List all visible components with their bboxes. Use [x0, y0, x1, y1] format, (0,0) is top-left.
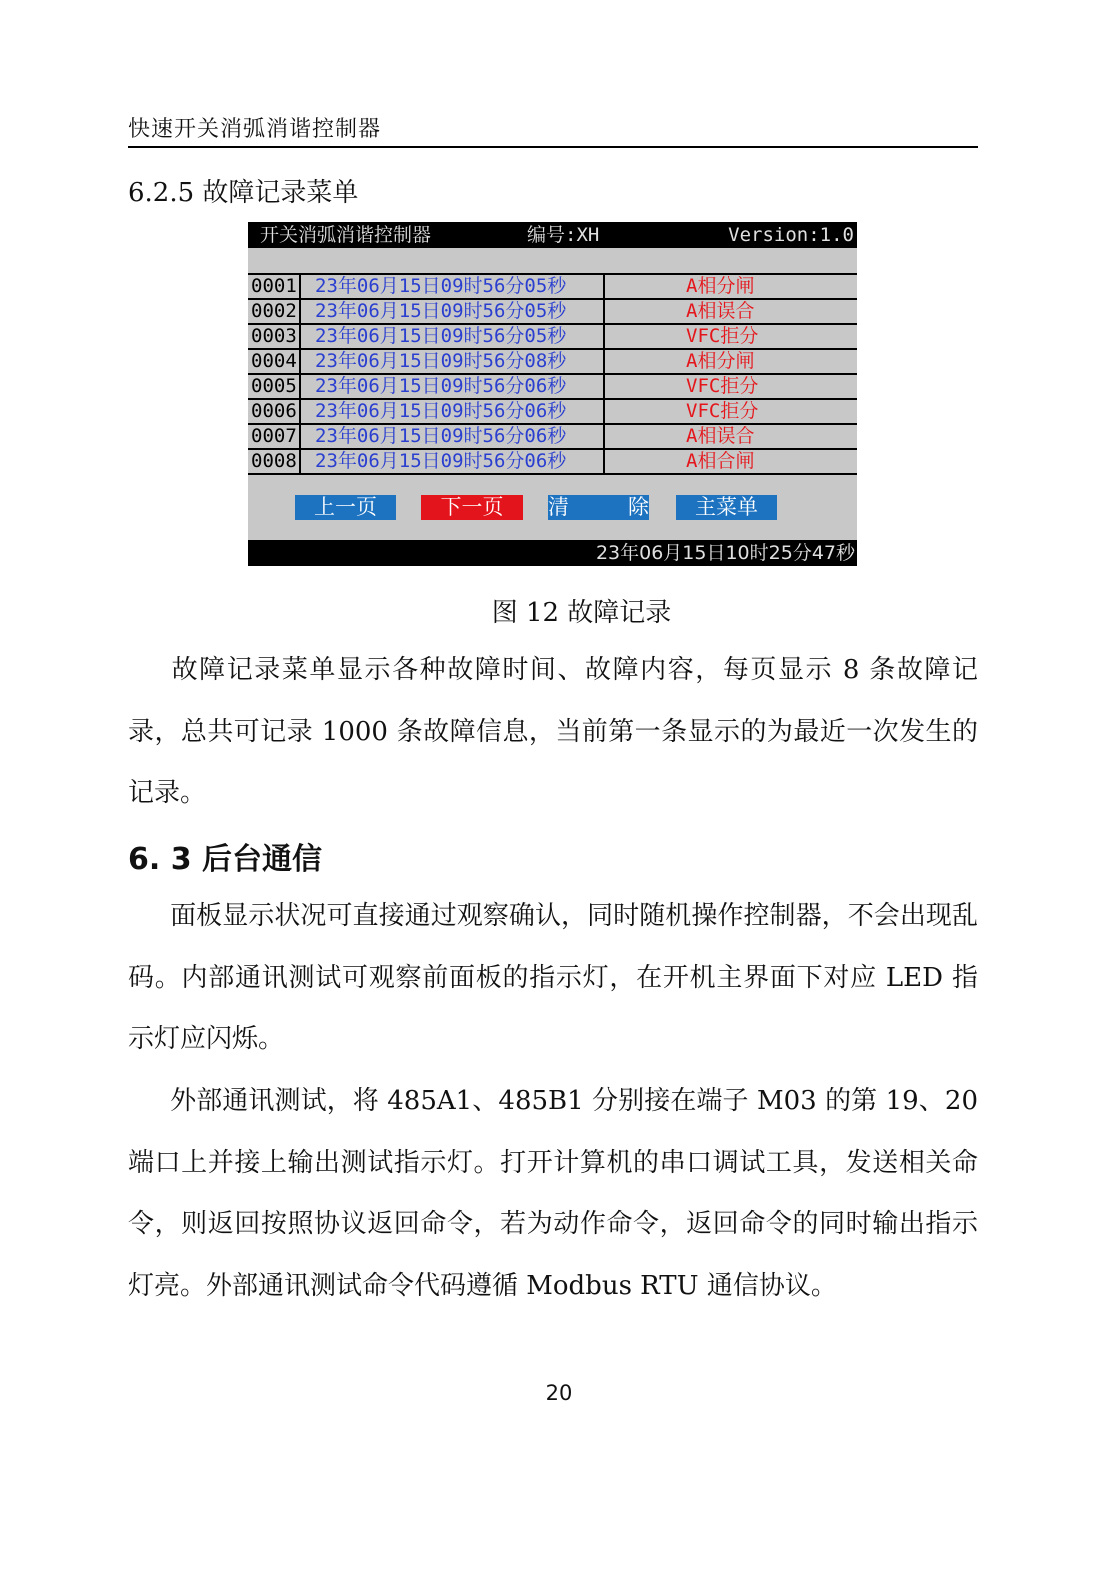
version-label: Version:1.0	[728, 224, 854, 246]
section-heading: 6. 3 后台通信	[128, 842, 323, 877]
table-row	[248, 275, 857, 300]
paragraph-text: 故障记录菜单显示各种故障时间、故障内容，每页显示 8 条故障记录，总共可记录 1000 条故障信息，当前第一条显示的为最近一次发生的记录。	[128, 655, 978, 808]
table-row	[248, 350, 857, 375]
record-time: 23年06月15日09时56分06秒	[315, 425, 605, 448]
table-row	[248, 425, 857, 450]
record-time: 23年06月15日09时56分08秒	[315, 350, 605, 373]
section-heading: 6.2.5 故障记录菜单	[128, 178, 359, 208]
header-rule	[128, 146, 978, 148]
record-time: 23年06月15日09时56分06秒	[315, 400, 605, 423]
record-number: 0007	[251, 425, 301, 448]
clear-button[interactable]	[548, 495, 649, 520]
screen-titlebar	[248, 222, 857, 248]
record-number: 0004	[251, 350, 301, 373]
table-row	[248, 400, 857, 425]
clear-label-2: 除	[628, 495, 649, 519]
record-event: VFC拒分	[686, 375, 759, 397]
record-table	[248, 273, 857, 475]
record-event: A相合闸	[686, 450, 755, 472]
table-row	[248, 375, 857, 400]
figure-caption: 图 12 故障记录	[491, 598, 672, 628]
next-page-button[interactable]: 下一页	[421, 495, 523, 520]
table-row	[248, 450, 857, 475]
device-id: 编号:XH	[527, 224, 600, 246]
record-time: 23年06月15日09时56分06秒	[315, 450, 605, 473]
record-time: 23年06月15日09时56分05秒	[315, 275, 605, 298]
record-number: 0002	[251, 300, 301, 323]
record-event: A相误合	[686, 425, 755, 447]
clear-label-1: 清	[548, 495, 569, 519]
paragraph-text: 外部通讯测试，将 485A1、485B1 分别接在端子 M03 的第 19、20 端口上并接上输出测试指示灯。打开计算机的串口调试工具，发送相关命令，则返回按照协议返回命令，若为动作命令，返回命令的同时输出指示灯亮。外部通讯测试命令代码遵循 Modbus RTU 通信协议。	[128, 1086, 978, 1301]
record-event: A相分闸	[686, 350, 755, 372]
running-header: 快速开关消弧消谐控制器	[128, 117, 382, 142]
paragraph	[128, 1071, 978, 1317]
record-event: A相误合	[686, 300, 755, 322]
record-time: 23年06月15日09时56分05秒	[315, 325, 605, 348]
table-row	[248, 300, 857, 325]
paragraph-text: 面板显示状况可直接通过观察确认，同时随机操作控制器，不会出现乱码。内部通讯测试可观察前面板的指示灯，在开机主界面下对应 LED 指示灯应闪烁。	[128, 901, 978, 1054]
record-event: A相分闸	[686, 275, 755, 297]
record-time: 23年06月15日09时56分05秒	[315, 300, 605, 323]
record-number: 0005	[251, 375, 301, 398]
paragraph	[128, 886, 978, 1071]
status-bar-time: 23年06月15日10时25分47秒	[248, 540, 857, 566]
paragraph	[128, 640, 978, 825]
record-event: VFC拒分	[686, 325, 759, 347]
page-number: 20	[545, 1381, 573, 1405]
record-number: 0003	[251, 325, 301, 348]
device-name: 开关消弧消谐控制器	[260, 224, 432, 246]
main-menu-button[interactable]: 主菜单	[676, 495, 777, 520]
record-number: 0001	[251, 275, 301, 298]
record-number: 0008	[251, 450, 301, 473]
prev-page-button[interactable]: 上一页	[295, 495, 396, 520]
record-event: VFC拒分	[686, 400, 759, 422]
record-time: 23年06月15日09时56分06秒	[315, 375, 605, 398]
record-number: 0006	[251, 400, 301, 423]
fault-record-screen	[248, 222, 857, 566]
table-row	[248, 325, 857, 350]
